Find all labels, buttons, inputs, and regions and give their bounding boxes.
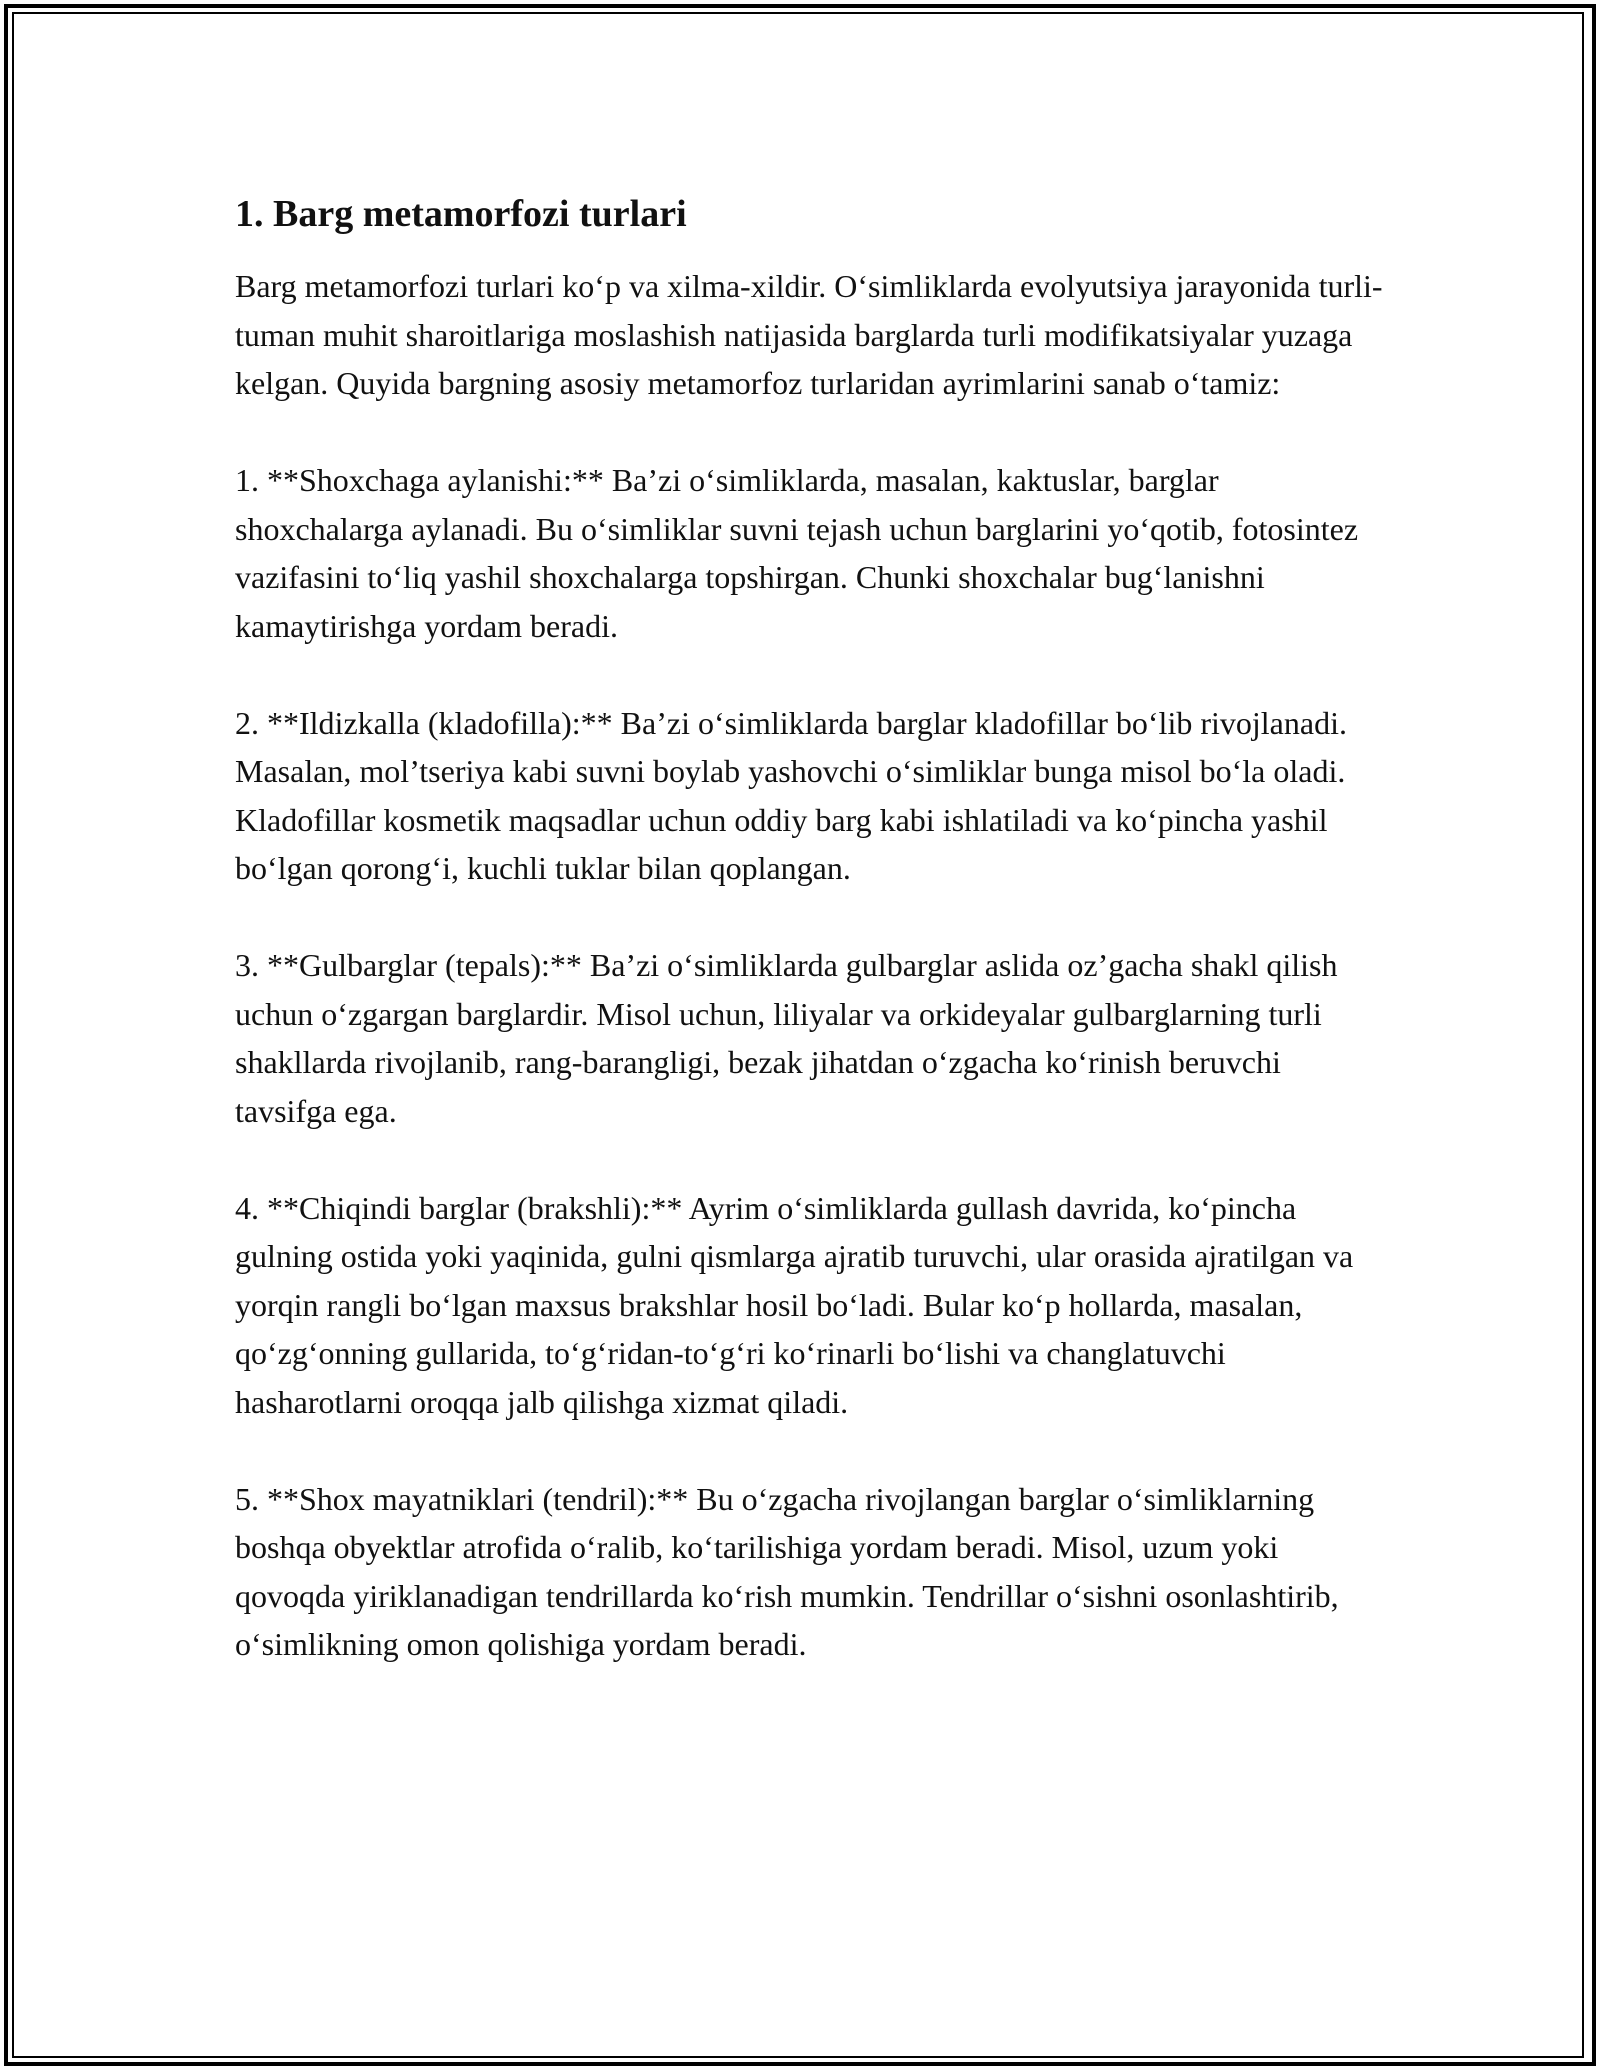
list-item-shox-mayatniklari: 5. **Shox mayatniklari (tendril):** Bu oʻzgacha rivojlangan barglar oʻsimliklarning boshqa obyektlar atrofida oʻralib, koʻtarilishiga yordam beradi. Misol, uzum yoki qovoqda yiriklanadigan tendrillarda koʻrish mumkin. Tendrillar oʻsishni osonlashtirib, oʻsimlikning omon qolishiga yordam beradi.: [235, 1480, 1339, 1662]
list-item-shoxchaga: 1. **Shoxchaga aylanishi:** Ba’zi oʻsimliklarda, masalan, kaktuslar, barglar shoxchalarga aylanadi. Bu oʻsimliklar suvni tejash uchun barglarini yoʻqotib, fotosintez vazifasini toʻliq yashil shoxchalarga topshirgan. Chunki shoxchalar bugʻlanishni kamaytirishga yordam beradi.: [235, 462, 1359, 644]
list-item-ildizkalla: 2. **Ildizkalla (kladofilla):** Ba’zi oʻsimliklarda barglar kladofillar boʻlib rivojlanadi. Masalan, mol’tseriya kabi suvni boylab yashovchi oʻsimliklar bunga misol boʻla oladi. Kladofillar kosmetik maqsadlar uchun oddiy barg kabi ishlatiladi va koʻpincha yashil boʻlgan qorongʻi, kuchli tuklar bilan qoplangan.: [235, 704, 1347, 886]
section-heading: 1. Barg metamorfozi turlari: [235, 193, 687, 235]
list-item-chiqindi-barglar: 4. **Chiqindi barglar (brakshli):** Ayrim oʻsimliklarda gullash davrida, koʻpincha gulning ostida yoki yaqinida, gulni qismlarga ajratib turuvchi, ular orasida ajratilgan va yorqin rangli boʻlgan maxsus brakshlar hosil boʻladi. Bular koʻp hollarda, masalan, qoʻzgʻonning gullarida, toʻgʻridan-toʻgʻri koʻrinarli boʻlishi va changlatuvchi hasharotlarni oroqqa jalb qilishga xizmat qiladi.: [235, 1189, 1354, 1420]
document-body: [235, 190, 1385, 1717]
list-item-gulbarglar: 3. **Gulbarglar (tepals):** Ba’zi oʻsimliklarda gulbarglar aslida oz’gacha shakl qilish uchun oʻzgargan barglardir. Misol uchun, liliyalar va orkideyalar gulbarglarning turli shakllarda rivojlanib, rang-barangligi, bezak jihatdan oʻzgacha koʻrinish beruvchi tavsifga ega.: [235, 947, 1338, 1129]
intro-paragraph: Barg metamorfozi turlari koʻp va xilma-xildir. Oʻsimliklarda evolyutsiya jarayonida turli-tuman muhit sharoitlariga moslashish natijasida barglarda turli modifikatsiyalar yuzaga kelgan. Quyida bargning asosiy metamorfoz turlaridan ayrimlarini sanab oʻtamiz:: [235, 268, 1383, 401]
